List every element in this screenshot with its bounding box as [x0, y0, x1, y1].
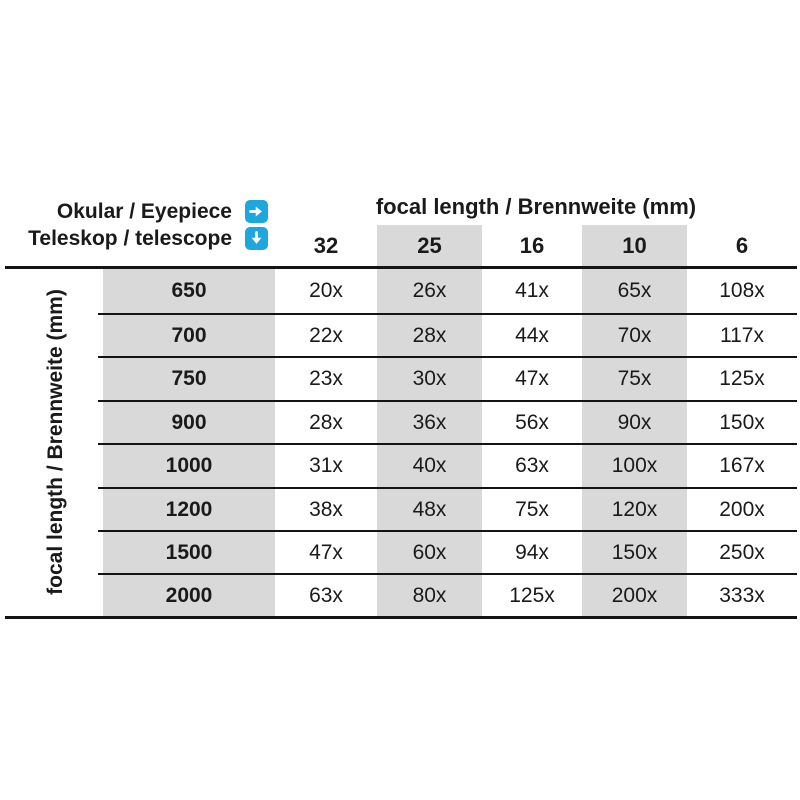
magnification-cell: 94x [515, 540, 549, 564]
magnification-cell: 60x [412, 540, 447, 564]
eyepiece-focal-length-header: 10 [622, 232, 647, 258]
table-row [5, 575, 797, 616]
magnification-cell: 125x [509, 583, 555, 607]
eyepiece-focal-length-header: 16 [519, 232, 545, 258]
magnification-cell: 333x [719, 583, 765, 607]
magnification-cell: 75x [617, 367, 652, 390]
eyepiece-focal-length-header: 6 [735, 232, 749, 258]
magnification-cell: 40x [412, 454, 447, 477]
magnification-cell: 23x [309, 367, 343, 390]
magnification-cell: 47x [515, 367, 549, 390]
magnification-cell: 108x [719, 279, 765, 302]
magnification-cell: 75x [515, 497, 549, 521]
eyepiece-axis-row [0, 199, 268, 224]
magnification-cell: 70x [617, 323, 652, 347]
column-header-row [5, 225, 797, 266]
magnification-cell: 200x [611, 583, 658, 607]
magnification-cell: 63x [515, 454, 549, 477]
telescope-focal-length: 2000 [165, 583, 213, 607]
table-row [5, 445, 797, 487]
table-row [5, 532, 797, 573]
magnification-cell: 48x [412, 497, 447, 521]
magnification-cell: 150x [719, 410, 765, 434]
magnification-cell: 44x [515, 323, 549, 347]
columns-title: focal length / Brennweite (mm) [375, 194, 697, 219]
magnification-cell: 30x [412, 367, 447, 390]
magnification-cell: 65x [617, 279, 652, 302]
eyepiece-focal-length-header: 32 [313, 232, 339, 258]
magnification-cell: 117x [720, 323, 764, 347]
magnification-cell: 120x [611, 497, 658, 521]
magnification-cell: 125x [719, 367, 765, 390]
telescope-focal-length: 1200 [165, 497, 213, 521]
telescope-focal-length: 650 [171, 279, 207, 302]
magnification-cell: 20x [309, 279, 343, 302]
magnification-cell: 167x [719, 454, 765, 477]
telescope-axis-label: Teleskop / telescope [28, 226, 232, 250]
table-row [5, 315, 797, 356]
magnification-cell: 38x [309, 497, 343, 521]
telescope-focal-length: 1500 [165, 540, 213, 564]
table-row [5, 358, 797, 400]
magnification-cell: 22x [309, 323, 343, 347]
magnification-cell: 100x [611, 454, 658, 477]
table-row [5, 402, 797, 443]
magnification-cell: 26x [412, 279, 447, 302]
telescope-focal-length: 900 [171, 410, 207, 434]
table-row [5, 489, 797, 530]
eyepiece-focal-length-header: 25 [417, 232, 442, 258]
table-bottom-border [5, 616, 797, 619]
magnification-cell: 56x [515, 410, 549, 434]
eyepiece-axis-label: Okular / Eyepiece [56, 199, 232, 223]
magnification-cell: 28x [412, 323, 447, 347]
magnification-cell: 28x [309, 410, 343, 434]
magnification-cell: 63x [309, 583, 343, 607]
telescope-focal-length: 700 [171, 323, 207, 347]
magnification-cell: 47x [309, 540, 343, 564]
magnification-cell: 41x [515, 279, 549, 302]
magnification-cell: 31x [309, 454, 343, 477]
magnification-cell: 250x [719, 540, 765, 564]
magnification-cell: 80x [412, 583, 447, 607]
table-row [5, 269, 797, 313]
magnification-cell: 36x [412, 410, 447, 434]
magnification-cell: 200x [719, 497, 765, 521]
magnification-cell: 90x [617, 410, 652, 434]
telescope-focal-length: 750 [171, 367, 207, 390]
row-axis-title: focal length / Brennweite (mm) [44, 289, 67, 595]
telescope-focal-length: 1000 [165, 454, 213, 477]
magnification-cell: 150x [611, 540, 658, 564]
right-arrow-icon [245, 200, 268, 223]
